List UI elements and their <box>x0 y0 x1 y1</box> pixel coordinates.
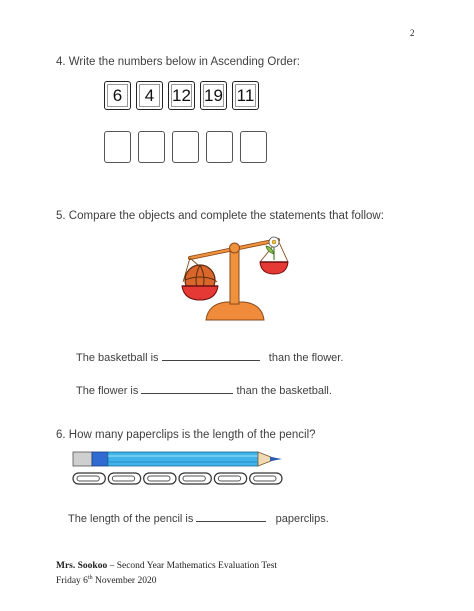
number-card: 19 <box>200 81 227 110</box>
statement-text: The flower is <box>76 385 139 397</box>
q5-statement-2 <box>76 384 332 397</box>
answer-blank[interactable] <box>162 351 260 361</box>
footer-date: Friday 6 <box>56 576 88 587</box>
footer-line-2 <box>56 572 277 587</box>
q4-prompt: 4. Write the numbers below in Ascending Order: <box>56 56 300 68</box>
answer-blank[interactable] <box>141 384 233 394</box>
paperclip-icon <box>214 473 246 484</box>
number-card: 6 <box>104 81 131 110</box>
footer-title: – Second Year Mathematics Evaluation Test <box>107 561 278 571</box>
balance-scale-illustration <box>180 232 290 324</box>
paperclip-icon <box>73 473 105 484</box>
footer-date-suffix: th <box>87 575 93 581</box>
footer <box>56 560 277 587</box>
answer-box[interactable] <box>206 131 233 163</box>
q5-statement-1 <box>76 351 343 364</box>
answer-box[interactable] <box>138 131 165 163</box>
footer-line-1 <box>56 560 277 572</box>
footer-date-rest: November 2020 <box>92 576 157 587</box>
statement-text: than the basketball. <box>236 385 332 397</box>
statement-text: than the flower. <box>268 352 344 364</box>
answer-box[interactable] <box>104 131 131 163</box>
number-card: 11 <box>232 81 259 110</box>
answer-blank[interactable] <box>196 512 266 522</box>
q4-number-cards <box>104 81 259 110</box>
statement-text: The basketball is <box>76 352 159 364</box>
q6-statement <box>68 512 329 525</box>
q5-prompt: 5. Compare the objects and complete the statements that follow: <box>56 210 384 222</box>
paperclip-icon <box>108 473 140 484</box>
statement-text: The length of the pencil is <box>68 513 194 525</box>
answer-box[interactable] <box>240 131 267 163</box>
footer-author: Mrs. Sookoo <box>56 561 108 571</box>
pencil-illustration <box>72 450 284 468</box>
q6-prompt: 6. How many paperclips is the length of the pencil? <box>56 429 316 441</box>
paperclip-icon <box>250 473 282 484</box>
paperclip-row <box>72 472 284 486</box>
page-number: 2 <box>410 28 415 38</box>
number-card: 4 <box>136 81 163 110</box>
q4-answer-boxes <box>104 131 267 163</box>
number-card: 12 <box>168 81 195 110</box>
paperclip-icon <box>144 473 176 484</box>
answer-box[interactable] <box>172 131 199 163</box>
paperclip-icon <box>179 473 211 484</box>
statement-text: paperclips. <box>275 513 329 525</box>
